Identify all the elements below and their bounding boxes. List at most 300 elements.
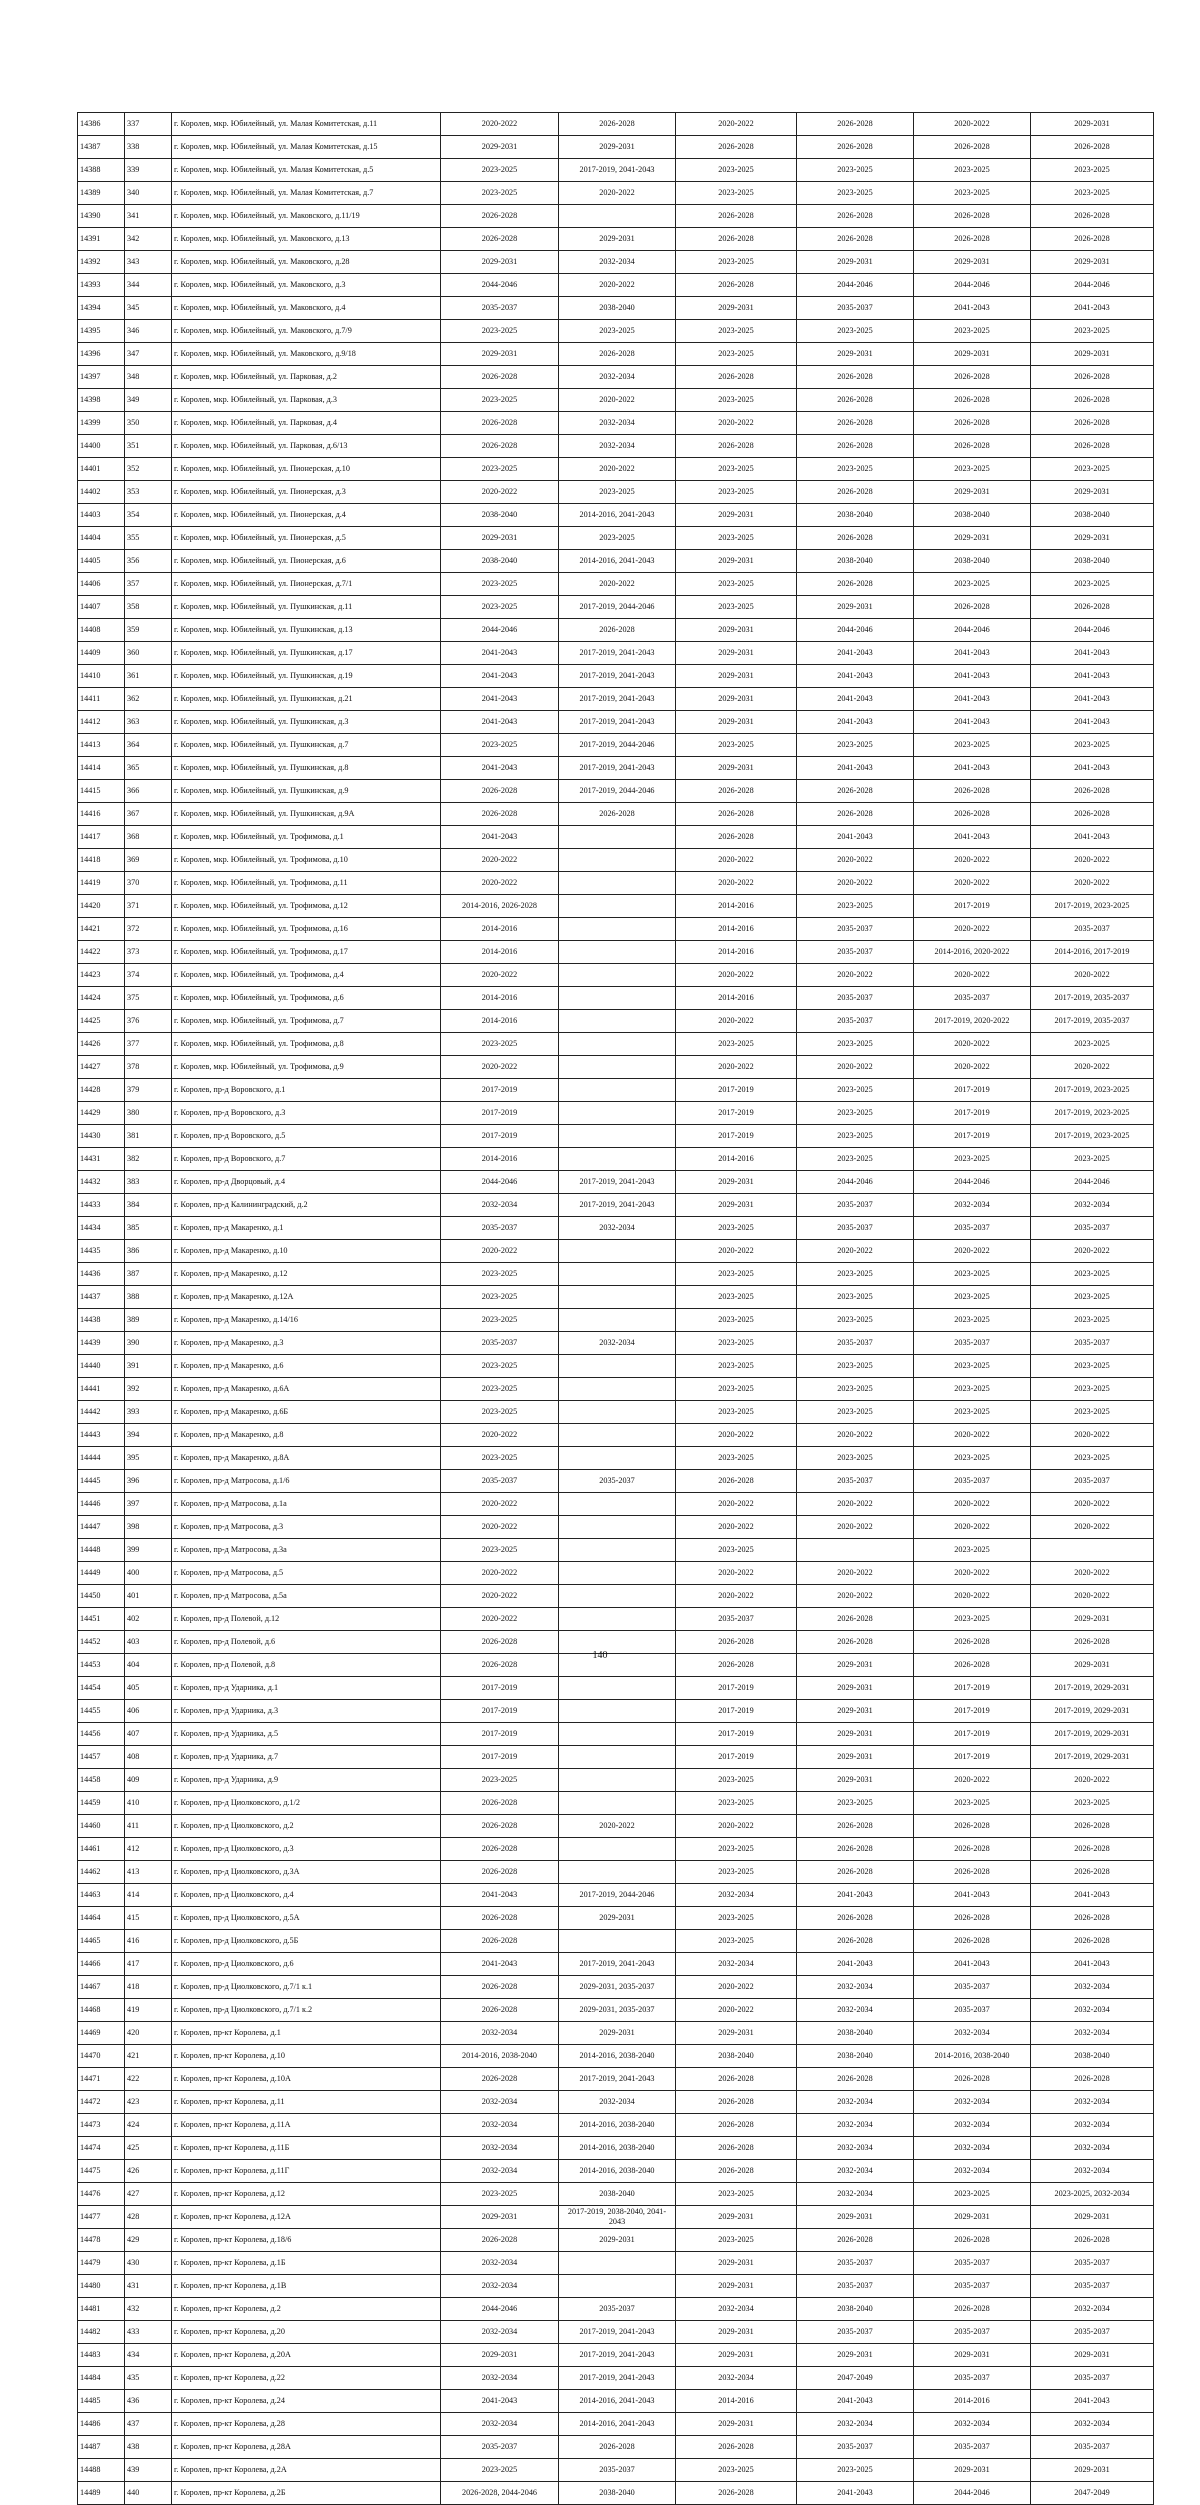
table-row (78, 642, 1154, 665)
period-cell-3: 2020-2022 (676, 1493, 797, 1516)
item-number-cell: 435 (125, 2367, 172, 2390)
period-cell-6: 2020-2022 (1031, 872, 1154, 895)
period-cell-5: 2035-2037 (914, 1470, 1031, 1493)
item-number-cell: 366 (125, 780, 172, 803)
period-cell-6: 2032-2034 (1031, 1999, 1154, 2022)
period-cell-2: 2026-2028 (559, 2436, 676, 2459)
period-cell-3: 2023-2025 (676, 481, 797, 504)
table-row (78, 320, 1154, 343)
item-number-cell: 367 (125, 803, 172, 826)
item-number-cell: 429 (125, 2229, 172, 2252)
period-cell-3: 2026-2028 (676, 2482, 797, 2505)
period-cell-5: 2023-2025 (914, 1792, 1031, 1815)
period-cell-4: 2032-2034 (797, 1999, 914, 2022)
item-number-cell: 418 (125, 1976, 172, 1999)
period-cell-3: 2029-2031 (676, 757, 797, 780)
address-cell: г. Королев, пр-д Циолковского, д.3 (172, 1838, 441, 1861)
table-row (78, 1562, 1154, 1585)
period-cell-3: 2023-2025 (676, 596, 797, 619)
item-number-cell: 401 (125, 1585, 172, 1608)
period-cell-2 (559, 1263, 676, 1286)
period-cell-3: 2023-2025 (676, 1217, 797, 1240)
period-cell-5: 2041-2043 (914, 1953, 1031, 1976)
row-id-cell: 14424 (78, 987, 125, 1010)
item-number-cell: 390 (125, 1332, 172, 1355)
period-cell-5: 2020-2022 (914, 1033, 1031, 1056)
period-cell-4: 2035-2037 (797, 1332, 914, 1355)
table-row (78, 1769, 1154, 1792)
period-cell-2: 2026-2028 (559, 619, 676, 642)
period-cell-1: 2035-2037 (441, 1470, 559, 1493)
address-cell: г. Королев, пр-кт Королева, д.11А (172, 2114, 441, 2137)
item-number-cell: 385 (125, 1217, 172, 1240)
period-cell-6: 2035-2037 (1031, 1217, 1154, 1240)
period-cell-6: 2017-2019, 2023-2025 (1031, 1125, 1154, 1148)
address-cell: г. Королев, пр-кт Королева, д.11Б (172, 2137, 441, 2160)
period-cell-3: 2032-2034 (676, 1884, 797, 1907)
period-cell-4: 2044-2046 (797, 619, 914, 642)
table-row (78, 1286, 1154, 1309)
period-cell-2: 2029-2031, 2035-2037 (559, 1976, 676, 1999)
period-cell-4: 2020-2022 (797, 872, 914, 895)
row-id-cell: 14455 (78, 1700, 125, 1723)
period-cell-5: 2023-2025 (914, 320, 1031, 343)
period-cell-5: 2041-2043 (914, 665, 1031, 688)
period-cell-3: 2026-2028 (676, 1470, 797, 1493)
address-cell: г. Королев, пр-д Ударника, д.9 (172, 1769, 441, 1792)
table-row (78, 964, 1154, 987)
period-cell-2: 2032-2034 (559, 251, 676, 274)
row-id-cell: 14486 (78, 2413, 125, 2436)
period-cell-4: 2035-2037 (797, 2321, 914, 2344)
period-cell-4: 2035-2037 (797, 1194, 914, 1217)
item-number-cell: 421 (125, 2045, 172, 2068)
period-cell-6: 2035-2037 (1031, 1470, 1154, 1493)
period-cell-1: 2023-2025 (441, 1539, 559, 1562)
period-cell-4 (797, 1539, 914, 1562)
period-cell-2 (559, 1861, 676, 1884)
period-cell-3: 2023-2025 (676, 1838, 797, 1861)
period-cell-2: 2017-2019, 2041-2043 (559, 665, 676, 688)
table-row (78, 2183, 1154, 2206)
period-cell-1: 2023-2025 (441, 2459, 559, 2482)
period-cell-3: 2023-2025 (676, 1401, 797, 1424)
item-number-cell: 382 (125, 1148, 172, 1171)
table-row (78, 826, 1154, 849)
period-cell-5: 2035-2037 (914, 1999, 1031, 2022)
period-cell-5: 2017-2019 (914, 1677, 1031, 1700)
period-cell-6: 2020-2022 (1031, 1424, 1154, 1447)
period-cell-6: 2017-2019, 2029-2031 (1031, 1723, 1154, 1746)
table-row (78, 1608, 1154, 1631)
period-cell-2: 2017-2019, 2041-2043 (559, 2367, 676, 2390)
period-cell-1: 2029-2031 (441, 251, 559, 274)
period-cell-6: 2020-2022 (1031, 1516, 1154, 1539)
period-cell-1: 2026-2028 (441, 366, 559, 389)
row-id-cell: 14434 (78, 1217, 125, 1240)
period-cell-5: 2023-2025 (914, 1309, 1031, 1332)
row-id-cell: 14398 (78, 389, 125, 412)
period-cell-1: 2044-2046 (441, 619, 559, 642)
period-cell-6: 2023-2025 (1031, 182, 1154, 205)
period-cell-2: 2026-2028 (559, 113, 676, 136)
item-number-cell: 383 (125, 1171, 172, 1194)
period-cell-3: 2020-2022 (676, 1976, 797, 1999)
period-cell-4: 2032-2034 (797, 2114, 914, 2137)
period-cell-1: 2023-2025 (441, 1309, 559, 1332)
period-cell-1: 2017-2019 (441, 1700, 559, 1723)
period-cell-4: 2020-2022 (797, 964, 914, 987)
period-cell-6: 2023-2025 (1031, 1792, 1154, 1815)
row-id-cell: 14487 (78, 2436, 125, 2459)
period-cell-3: 2026-2028 (676, 2436, 797, 2459)
row-id-cell: 14443 (78, 1424, 125, 1447)
period-cell-3: 2026-2028 (676, 2091, 797, 2114)
period-cell-2 (559, 987, 676, 1010)
row-id-cell: 14405 (78, 550, 125, 573)
period-cell-2 (559, 1516, 676, 1539)
row-id-cell: 14407 (78, 596, 125, 619)
item-number-cell: 351 (125, 435, 172, 458)
table-body (78, 113, 1154, 2505)
row-id-cell: 14425 (78, 1010, 125, 1033)
period-cell-5: 2023-2025 (914, 1378, 1031, 1401)
period-cell-5: 2035-2037 (914, 2275, 1031, 2298)
table-row (78, 550, 1154, 573)
row-id-cell: 14476 (78, 2183, 125, 2206)
period-cell-5: 2023-2025 (914, 159, 1031, 182)
period-cell-6: 2032-2034 (1031, 2413, 1154, 2436)
period-cell-4: 2038-2040 (797, 2022, 914, 2045)
item-number-cell: 393 (125, 1401, 172, 1424)
address-cell: г. Королев, мкр. Юбилейный, ул. Трофимова, д.16 (172, 918, 441, 941)
period-cell-5: 2023-2025 (914, 1401, 1031, 1424)
table-row (78, 2229, 1154, 2252)
period-cell-3: 2020-2022 (676, 1516, 797, 1539)
period-cell-5: 2032-2034 (914, 2160, 1031, 2183)
table-row (78, 987, 1154, 1010)
period-cell-6: 2041-2043 (1031, 826, 1154, 849)
period-cell-1: 2014-2016 (441, 918, 559, 941)
period-cell-5: 2029-2031 (914, 2344, 1031, 2367)
address-cell: г. Королев, мкр. Юбилейный, ул. Пушкинская, д.11 (172, 596, 441, 619)
period-cell-2: 2014-2016, 2041-2043 (559, 2390, 676, 2413)
period-cell-6: 2023-2025 (1031, 1378, 1154, 1401)
period-cell-5: 2020-2022 (914, 1769, 1031, 1792)
period-cell-2: 2029-2031, 2035-2037 (559, 1999, 676, 2022)
period-cell-3: 2023-2025 (676, 458, 797, 481)
period-cell-2 (559, 1539, 676, 1562)
table-row (78, 274, 1154, 297)
period-cell-5: 2026-2028 (914, 803, 1031, 826)
period-cell-6: 2020-2022 (1031, 1240, 1154, 1263)
period-cell-5: 2026-2028 (914, 366, 1031, 389)
item-number-cell: 405 (125, 1677, 172, 1700)
period-cell-5: 2017-2019 (914, 1723, 1031, 1746)
period-cell-1: 2020-2022 (441, 1585, 559, 1608)
item-number-cell: 354 (125, 504, 172, 527)
period-cell-6: 2041-2043 (1031, 297, 1154, 320)
period-cell-6: 2026-2028 (1031, 228, 1154, 251)
period-cell-4: 2020-2022 (797, 1585, 914, 1608)
period-cell-4: 2026-2028 (797, 366, 914, 389)
period-cell-1: 2026-2028, 2044-2046 (441, 2482, 559, 2505)
row-id-cell: 14402 (78, 481, 125, 504)
period-cell-1: 2017-2019 (441, 1746, 559, 1769)
row-id-cell: 14423 (78, 964, 125, 987)
period-cell-4: 2023-2025 (797, 1401, 914, 1424)
period-cell-2: 2017-2019, 2041-2043 (559, 2068, 676, 2091)
period-cell-5: 2026-2028 (914, 780, 1031, 803)
address-cell: г. Королев, мкр. Юбилейный, ул. Парковая, д.6/13 (172, 435, 441, 458)
period-cell-2 (559, 849, 676, 872)
period-cell-3: 2017-2019 (676, 1125, 797, 1148)
period-cell-2 (559, 1309, 676, 1332)
period-cell-2: 2038-2040 (559, 297, 676, 320)
address-cell: г. Королев, пр-д Ударника, д.1 (172, 1677, 441, 1700)
table-row (78, 1148, 1154, 1171)
period-cell-2: 2014-2016, 2041-2043 (559, 504, 676, 527)
period-cell-2: 2026-2028 (559, 343, 676, 366)
period-cell-6: 2035-2037 (1031, 2275, 1154, 2298)
period-cell-1: 2044-2046 (441, 274, 559, 297)
period-cell-3: 2023-2025 (676, 1907, 797, 1930)
row-id-cell: 14387 (78, 136, 125, 159)
period-cell-6: 2032-2034 (1031, 2298, 1154, 2321)
period-cell-5: 2020-2022 (914, 964, 1031, 987)
period-cell-1: 2029-2031 (441, 136, 559, 159)
period-cell-1: 2023-2025 (441, 1355, 559, 1378)
period-cell-2 (559, 1148, 676, 1171)
item-number-cell: 411 (125, 1815, 172, 1838)
period-cell-2: 2038-2040 (559, 2183, 676, 2206)
table-row (78, 1171, 1154, 1194)
table-row (78, 343, 1154, 366)
period-cell-3: 2020-2022 (676, 1240, 797, 1263)
row-id-cell: 14467 (78, 1976, 125, 1999)
row-id-cell: 14470 (78, 2045, 125, 2068)
period-cell-2 (559, 872, 676, 895)
address-cell: г. Королев, пр-кт Королева, д.12А (172, 2206, 441, 2229)
period-cell-2: 2020-2022 (559, 274, 676, 297)
table-row (78, 1378, 1154, 1401)
item-number-cell: 338 (125, 136, 172, 159)
row-id-cell: 14484 (78, 2367, 125, 2390)
period-cell-3: 2029-2031 (676, 297, 797, 320)
address-cell: г. Королев, пр-д Циолковского, д.5Б (172, 1930, 441, 1953)
period-cell-3: 2026-2028 (676, 136, 797, 159)
period-cell-5: 2044-2046 (914, 1171, 1031, 1194)
period-cell-3: 2026-2028 (676, 274, 797, 297)
item-number-cell: 424 (125, 2114, 172, 2137)
row-id-cell: 14386 (78, 113, 125, 136)
period-cell-4: 2026-2028 (797, 2068, 914, 2091)
period-cell-6: 2026-2028 (1031, 1930, 1154, 1953)
item-number-cell: 342 (125, 228, 172, 251)
address-cell: г. Королев, пр-д Дворцовый, д.4 (172, 1171, 441, 1194)
period-cell-3: 2023-2025 (676, 251, 797, 274)
period-cell-5: 2035-2037 (914, 1976, 1031, 1999)
item-number-cell: 403 (125, 1631, 172, 1654)
period-cell-3: 2029-2031 (676, 619, 797, 642)
address-cell: г. Королев, пр-кт Королева, д.22 (172, 2367, 441, 2390)
period-cell-3: 2029-2031 (676, 2022, 797, 2045)
period-cell-3: 2020-2022 (676, 1562, 797, 1585)
period-cell-1: 2032-2034 (441, 2137, 559, 2160)
period-cell-6: 2026-2028 (1031, 412, 1154, 435)
item-number-cell: 347 (125, 343, 172, 366)
period-cell-5: 2020-2022 (914, 1424, 1031, 1447)
period-cell-6: 2032-2034 (1031, 2137, 1154, 2160)
period-cell-3: 2023-2025 (676, 1539, 797, 1562)
period-cell-3: 2023-2025 (676, 159, 797, 182)
period-cell-2: 2020-2022 (559, 573, 676, 596)
period-cell-1: 2026-2028 (441, 1792, 559, 1815)
item-number-cell: 397 (125, 1493, 172, 1516)
period-cell-3: 2029-2031 (676, 1171, 797, 1194)
period-cell-5: 2017-2019 (914, 1102, 1031, 1125)
period-cell-3: 2020-2022 (676, 1056, 797, 1079)
period-cell-3: 2029-2031 (676, 642, 797, 665)
period-cell-4: 2023-2025 (797, 1263, 914, 1286)
row-id-cell: 14390 (78, 205, 125, 228)
table-row (78, 527, 1154, 550)
period-cell-6: 2023-2025 (1031, 1033, 1154, 1056)
period-cell-6: 2035-2037 (1031, 2367, 1154, 2390)
period-cell-6: 2026-2028 (1031, 1838, 1154, 1861)
period-cell-4: 2026-2028 (797, 113, 914, 136)
period-cell-1: 2020-2022 (441, 1608, 559, 1631)
period-cell-6: 2026-2028 (1031, 1815, 1154, 1838)
address-cell: г. Королев, мкр. Юбилейный, ул. Пушкинская, д.9 (172, 780, 441, 803)
item-number-cell: 356 (125, 550, 172, 573)
table-row (78, 1033, 1154, 1056)
period-cell-3: 2023-2025 (676, 320, 797, 343)
row-id-cell: 14448 (78, 1539, 125, 1562)
period-cell-1: 2041-2043 (441, 1953, 559, 1976)
period-cell-2: 2017-2019, 2044-2046 (559, 1884, 676, 1907)
period-cell-3: 2020-2022 (676, 1585, 797, 1608)
period-cell-3: 2023-2025 (676, 1378, 797, 1401)
period-cell-4: 2026-2028 (797, 412, 914, 435)
item-number-cell: 427 (125, 2183, 172, 2206)
address-cell: г. Королев, пр-д Макаренко, д.10 (172, 1240, 441, 1263)
table-row (78, 849, 1154, 872)
period-cell-6: 2023-2025 (1031, 1263, 1154, 1286)
item-number-cell: 395 (125, 1447, 172, 1470)
period-cell-1: 2029-2031 (441, 2206, 559, 2229)
period-cell-4: 2026-2028 (797, 435, 914, 458)
period-cell-5: 2026-2028 (914, 1815, 1031, 1838)
period-cell-4: 2023-2025 (797, 159, 914, 182)
period-cell-5: 2023-2025 (914, 182, 1031, 205)
item-number-cell: 368 (125, 826, 172, 849)
period-cell-2 (559, 941, 676, 964)
table-row (78, 2206, 1154, 2229)
period-cell-6: 2032-2034 (1031, 1194, 1154, 1217)
period-cell-1: 2044-2046 (441, 1171, 559, 1194)
period-cell-4: 2023-2025 (797, 458, 914, 481)
row-id-cell: 14392 (78, 251, 125, 274)
table-row (78, 1263, 1154, 1286)
address-cell: г. Королев, мкр. Юбилейный, ул. Маковского, д.9/18 (172, 343, 441, 366)
period-cell-2: 2014-2016, 2038-2040 (559, 2045, 676, 2068)
item-number-cell: 399 (125, 1539, 172, 1562)
table-row (78, 2045, 1154, 2068)
period-cell-5: 2035-2037 (914, 987, 1031, 1010)
period-cell-3: 2020-2022 (676, 1999, 797, 2022)
address-cell: г. Королев, мкр. Юбилейный, ул. Пушкинская, д.17 (172, 642, 441, 665)
address-cell: г. Королев, мкр. Юбилейный, ул. Пионерская, д.6 (172, 550, 441, 573)
period-cell-4: 2041-2043 (797, 642, 914, 665)
period-cell-1: 2026-2028 (441, 205, 559, 228)
period-cell-4: 2035-2037 (797, 941, 914, 964)
period-cell-2 (559, 1792, 676, 1815)
address-cell: г. Королев, пр-д Полевой, д.6 (172, 1631, 441, 1654)
period-cell-5: 2026-2028 (914, 1907, 1031, 1930)
period-cell-5: 2023-2025 (914, 1608, 1031, 1631)
address-cell: г. Королев, мкр. Юбилейный, ул. Пушкинская, д.7 (172, 734, 441, 757)
period-cell-5: 2035-2037 (914, 2321, 1031, 2344)
item-number-cell: 377 (125, 1033, 172, 1056)
period-cell-5: 2023-2025 (914, 734, 1031, 757)
period-cell-1: 2041-2043 (441, 2390, 559, 2413)
period-cell-4: 2029-2031 (797, 1654, 914, 1677)
period-cell-1: 2032-2034 (441, 2114, 559, 2137)
period-cell-3: 2023-2025 (676, 389, 797, 412)
period-cell-2 (559, 2252, 676, 2275)
address-cell: г. Королев, мкр. Юбилейный, ул. Пушкинская, д.3 (172, 711, 441, 734)
table-row (78, 1792, 1154, 1815)
item-number-cell: 337 (125, 113, 172, 136)
period-cell-6: 2017-2019, 2023-2025 (1031, 1079, 1154, 1102)
period-cell-4: 2044-2046 (797, 1171, 914, 1194)
period-cell-4: 2041-2043 (797, 711, 914, 734)
period-cell-1: 2020-2022 (441, 872, 559, 895)
table-row (78, 366, 1154, 389)
period-cell-4: 2035-2037 (797, 918, 914, 941)
period-cell-2 (559, 1700, 676, 1723)
table-row (78, 688, 1154, 711)
row-id-cell: 14471 (78, 2068, 125, 2091)
period-cell-6: 2035-2037 (1031, 1332, 1154, 1355)
period-cell-4: 2047-2049 (797, 2367, 914, 2390)
table-row (78, 159, 1154, 182)
address-cell: г. Королев, пр-д Циолковского, д.1/2 (172, 1792, 441, 1815)
table-row (78, 435, 1154, 458)
item-number-cell: 398 (125, 1516, 172, 1539)
row-id-cell: 14388 (78, 159, 125, 182)
period-cell-1: 2032-2034 (441, 2367, 559, 2390)
period-cell-2 (559, 1286, 676, 1309)
period-cell-4: 2029-2031 (797, 343, 914, 366)
address-cell: г. Королев, мкр. Юбилейный, ул. Маковского, д.4 (172, 297, 441, 320)
table-row (78, 2160, 1154, 2183)
period-cell-6: 2032-2034 (1031, 2114, 1154, 2137)
item-number-cell: 355 (125, 527, 172, 550)
period-cell-4: 2023-2025 (797, 1286, 914, 1309)
row-id-cell: 14411 (78, 688, 125, 711)
table-row (78, 1010, 1154, 1033)
period-cell-1: 2017-2019 (441, 1125, 559, 1148)
period-cell-1: 2017-2019 (441, 1677, 559, 1700)
period-cell-2: 2017-2019, 2041-2043 (559, 2344, 676, 2367)
period-cell-3: 2017-2019 (676, 1746, 797, 1769)
row-id-cell: 14440 (78, 1355, 125, 1378)
item-number-cell: 365 (125, 757, 172, 780)
table-row (78, 2252, 1154, 2275)
period-cell-4: 2026-2028 (797, 136, 914, 159)
